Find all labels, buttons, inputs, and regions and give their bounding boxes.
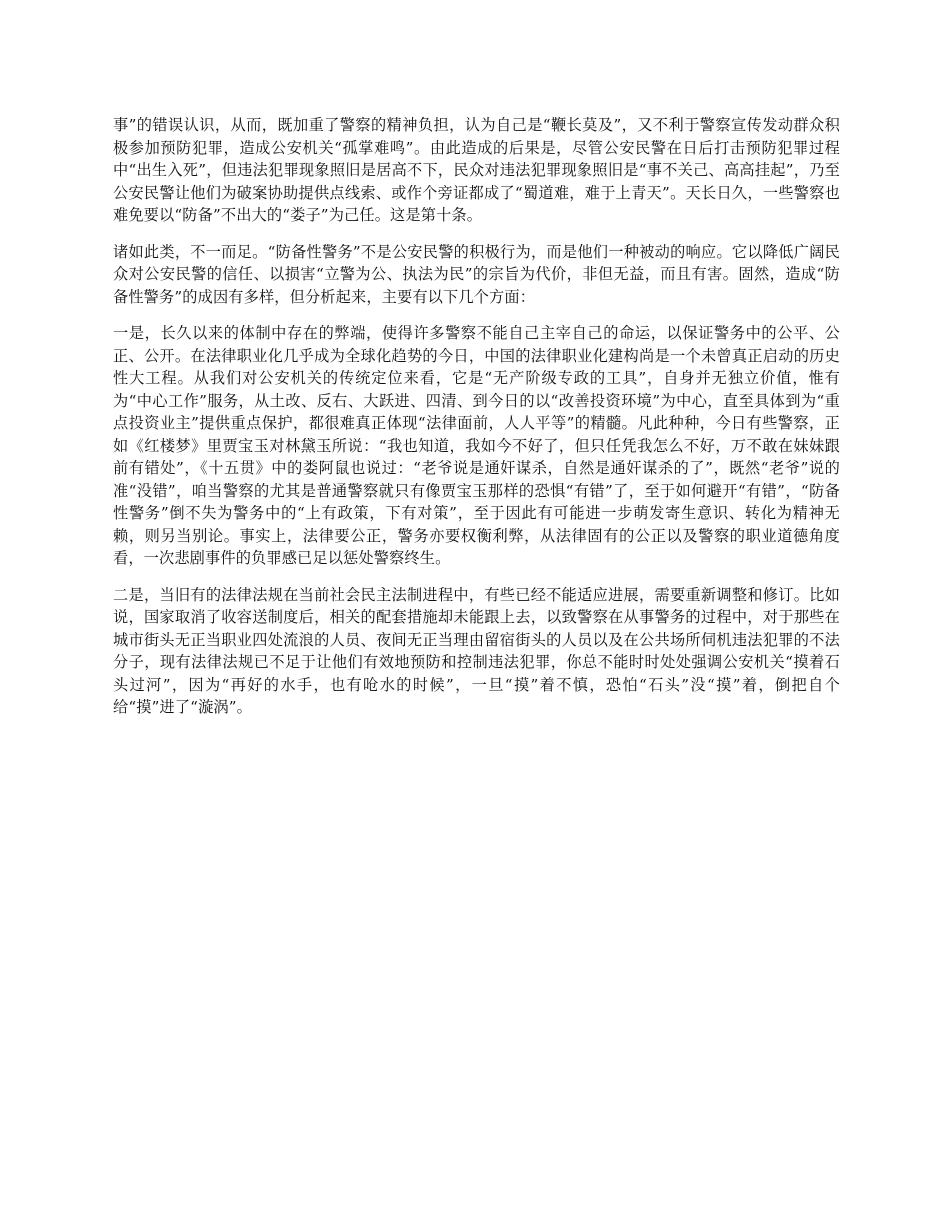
paragraph-4: 二是，当旧有的法律法规在当前社会民主法制进程中，有些已经不能适应进展，需要重新调整和修订。比如说，国家取消了收容送制度后，相关的配套措施却未能跟上去，以致警察在从事警务的过程中，对于那些在城市街头无正当职业四处流浪的人员、夜间无正当理由留宿街头的人员以及在公共场所伺机违法犯罪的不法分子，现有法律法规已不足于让他们有效地预防和控制违法犯罪，你总不能时时处处强调公安机关“摸着石头过河”，因为“再好的水手，也有呛水的时候”，一旦“摸”着不慎，恐怕“石头”没“摸”着，倒把自个给“摸”进了“漩涡”。 <box>113 585 840 716</box>
document-body <box>113 114 840 733</box>
paragraph-3: 一是，长久以来的体制中存在的弊端，使得许多警察不能自己主宰自己的命运，以保证警务中的公平、公正、公开。在法律职业化几乎成为全球化趋势的今日，中国的法律职业化建构尚是一个未曾真正启动的历史性大工程。从我们对公安机关的传统定位来看，它是“无产阶级专政的工具”，自身并无独立价值，惟有为“中心工作”服务，从土改、反右、大跃进、四清、到今日的以“改善投资环境”为中心，直至具体到为“重点投资业主”提供重点保护，都很难真正体现“法律面前，人人平等”的精髓。凡此种种，今日有些警察，正如《红楼梦》里贾宝玉对林黛玉所说：“我也知道，我如今不好了，但只任凭我怎么不好，万不敢在妹妹跟前有错处”，《十五贯》中的娄阿鼠也说过：“老爷说是通奸谋杀，自然是通奸谋杀的了”，既然“老爷”说的准“没错”，咱当警察的尤其是普通警察就只有像贾宝玉那样的恐惧“有错”了，至于如何避开“有错”，“防备性警务”倒不失为警务中的“上有政策，下有对策”，至于因此有可能进一步萌发寄生意识、转化为精神无赖，则另当别论。事实上，法律要公正，警务亦要权衡利弊，从法律固有的公正以及警察的职业道德角度看，一次悲剧事件的负罪感已足以惩处警察终生。 <box>113 324 840 567</box>
paragraph-2: 诸如此类，不一而足。“防备性警务”不是公安民警的积极行为，而是他们一种被动的响应。它以降低广阔民众对公安民警的信任、以损害“立警为公、执法为民”的宗旨为代价，非但无益，而且有害。固然，造成“防备性警务”的成因有多样，但分析起来，主要有以下几个方面： <box>113 242 840 306</box>
paragraph-1: 事”的错误认识，从而，既加重了警察的精神负担，认为自己是“鞭长莫及”，又不利于警察宣传发动群众积极参加预防犯罪，造成公安机关“孤掌难鸣”。由此造成的后果是，尽管公安民警在日后打击预防犯罪过程中“出生入死”，但违法犯罪现象照旧是居高不下，民众对违法犯罪现象照旧是“事不关己、高高挂起”，乃至公安民警让他们为破案协助提供点线索、或作个旁证都成了“蜀道难，难于上青天”。天长日久，一些警察也难免要以“防备”不出大的“娄子”为己任。这是第十条。 <box>113 116 840 224</box>
